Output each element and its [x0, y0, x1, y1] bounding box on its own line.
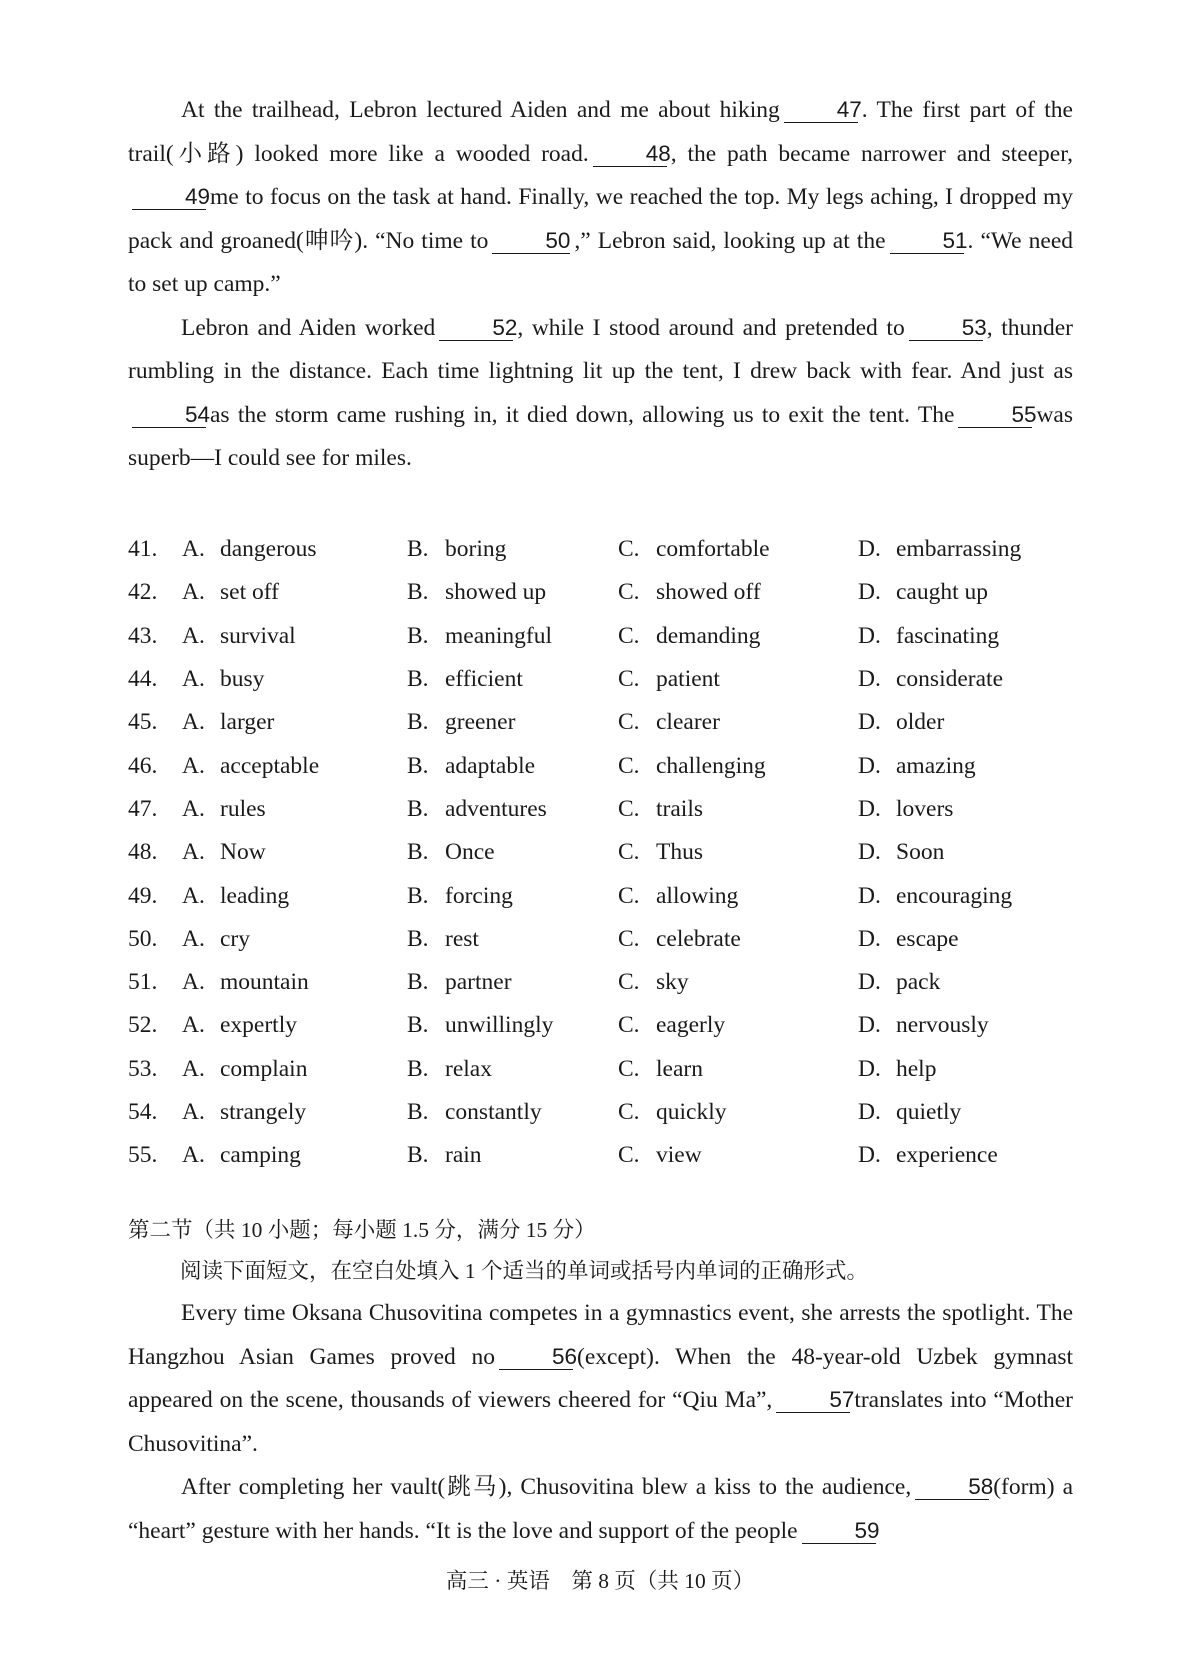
option-c: C. sky	[618, 969, 689, 996]
passage-text: , the path became narrower and steeper,	[670, 140, 1073, 167]
question-number: 54.	[128, 1099, 158, 1125]
option-c: C. celebrate	[618, 925, 741, 952]
passage-text: At the trailhead, Lebron lectured Aiden and me about hiking	[181, 97, 780, 123]
question-number: 55.	[128, 1142, 158, 1169]
option-b: B. greener	[407, 709, 516, 736]
blank-55: 55	[958, 402, 1032, 428]
option-d: D. lovers	[858, 795, 954, 822]
question-number: 50.	[128, 925, 158, 952]
passage-text: , thunder rumbling in the distance. Each time lightning lit up the tent, I drew back with fear. And just as	[128, 314, 1073, 384]
option-b: B. forcing	[407, 882, 513, 909]
blank-50: 50	[492, 228, 570, 254]
option-a: A. expertly	[182, 1012, 297, 1039]
option-row	[128, 918, 1073, 961]
option-b: B. rest	[407, 925, 479, 952]
passage-text: After completing her vault(跳马), Chusovitina blew a kiss to the audience,	[181, 1474, 912, 1500]
option-b: B. adaptable	[407, 752, 536, 779]
options-list	[128, 528, 1073, 1177]
question-number: 46.	[128, 752, 158, 779]
option-d: D. escape	[858, 925, 959, 952]
passage-two-paragraph-2	[128, 1466, 1073, 1553]
option-c: C. learn	[618, 1055, 703, 1082]
option-row	[128, 744, 1073, 787]
question-number: 48.	[128, 839, 158, 866]
passage-two	[128, 1292, 1073, 1553]
option-row	[128, 658, 1073, 701]
option-d: D. Soon	[858, 839, 945, 866]
option-a: A. complain	[182, 1055, 308, 1082]
option-b: B. adventures	[407, 795, 547, 822]
question-number: 47.	[128, 795, 158, 822]
blank-49: 49	[132, 184, 206, 210]
option-a: A. set off	[182, 579, 279, 606]
option-c: C. trails	[618, 795, 703, 822]
question-number: 43.	[128, 622, 158, 649]
option-b: B. Once	[407, 839, 495, 866]
option-c: C. clearer	[618, 709, 720, 736]
option-c: C. challenging	[618, 752, 766, 779]
passage-text: was superb—I could see for miles.	[128, 401, 1073, 471]
option-a: A. rules	[182, 795, 266, 822]
blank-52: 52	[439, 315, 513, 341]
option-d: D. quietly	[858, 1099, 962, 1125]
option-c: C. allowing	[618, 882, 739, 909]
passage-one	[128, 89, 1073, 481]
option-a: A. larger	[182, 709, 275, 736]
passage-one-paragraph-1	[128, 89, 1073, 307]
option-d: D. encouraging	[858, 882, 1013, 909]
option-c: C. patient	[618, 666, 720, 693]
option-a: A. busy	[182, 666, 265, 693]
option-a: A. camping	[182, 1142, 301, 1169]
option-row	[128, 1004, 1073, 1047]
option-a: A. cry	[182, 925, 251, 952]
page-footer: 高三 · 英语 第 8 页（共 10 页）	[445, 1569, 755, 1593]
passage-text: ,” Lebron said, looking up at the	[574, 227, 886, 254]
section-heading: 第二节（共 10 小题；每小题 1.5 分，满分 15 分）	[128, 1218, 596, 1242]
option-a: A. leading	[182, 882, 290, 909]
option-b: B. relax	[407, 1055, 492, 1082]
option-d: D. considerate	[858, 666, 1004, 693]
option-a: A. dangerous	[182, 536, 317, 563]
option-row	[128, 1134, 1073, 1177]
blank-53: 53	[909, 315, 983, 341]
question-number: 44.	[128, 666, 158, 693]
option-a: A. acceptable	[182, 752, 320, 779]
option-row	[128, 831, 1073, 874]
option-a: A. survival	[182, 622, 296, 649]
passage-text: . The first part of the trail(小路) looked more like a wooded road.	[128, 97, 1073, 167]
blank-58: 58	[915, 1474, 989, 1500]
option-d: D. caught up	[858, 579, 989, 606]
option-row	[128, 615, 1073, 658]
option-c: C. comfortable	[618, 536, 770, 563]
option-row	[128, 528, 1073, 571]
option-row	[128, 1048, 1073, 1091]
option-d: D. experience	[858, 1142, 998, 1169]
passage-text: Lebron and Aiden worked	[181, 314, 436, 341]
passage-text: me to focus on the task at hand. Finally, we reached the top. My legs aching, I dropped my pack and groaned(呻吟). “No time to	[128, 184, 1073, 254]
option-c: C. quickly	[618, 1099, 727, 1125]
option-b: B. unwillingly	[407, 1012, 554, 1039]
blank-47: 47	[784, 97, 858, 123]
section-instruction: 阅读下面短文，在空白处填入 1 个适当的单词或括号内单词的正确形式。	[180, 1259, 869, 1283]
passage-text: as the storm came rushing in, it died down, allowing us to exit the tent. The	[210, 401, 955, 428]
option-d: D. fascinating	[858, 622, 1000, 649]
passage-text: . “We need to set up camp.”	[128, 227, 1074, 297]
option-row	[128, 788, 1073, 831]
passage-text: , while I stood around and pretended to	[517, 314, 905, 341]
question-number: 42.	[128, 579, 158, 606]
question-number: 45.	[128, 709, 158, 736]
option-c: C. Thus	[618, 839, 703, 866]
option-b: B. meaningful	[407, 622, 553, 649]
question-number: 52.	[128, 1012, 158, 1039]
option-row	[128, 874, 1073, 917]
option-c: C. view	[618, 1142, 702, 1169]
passage-text: translates into “Mother Chusovitina”.	[128, 1387, 1073, 1457]
option-b: B. rain	[407, 1142, 482, 1169]
passage-text: (form) a “heart” gesture with her hands. “It is the love and support of the people	[128, 1474, 1073, 1544]
option-c: C. showed off	[618, 579, 761, 606]
blank-56: 56	[499, 1344, 573, 1370]
blank-54: 54	[132, 402, 206, 428]
blank-48: 48	[593, 141, 667, 167]
option-row	[128, 1091, 1073, 1134]
question-number: 51.	[128, 969, 158, 996]
passage-text: Every time Oksana Chusovitina competes in a gymnastics event, she arrests the spotlight. The Hangzhou Asian Games proved no	[128, 1300, 1073, 1370]
option-b: B. efficient	[407, 666, 523, 693]
option-b: B. constantly	[407, 1099, 542, 1125]
question-number: 53.	[128, 1055, 158, 1082]
question-number: 49.	[128, 882, 158, 909]
option-a: A. Now	[182, 839, 266, 866]
option-row	[128, 961, 1073, 1004]
blank-59: 59	[802, 1518, 876, 1544]
blank-51: 51	[890, 228, 964, 254]
blank-57: 57	[776, 1387, 850, 1413]
option-b: B. boring	[407, 536, 507, 563]
option-d: D. help	[858, 1055, 937, 1082]
option-d: D. nervously	[858, 1012, 989, 1039]
option-c: C. eagerly	[618, 1012, 726, 1039]
option-b: B. showed up	[407, 579, 547, 606]
option-d: D. amazing	[858, 752, 976, 779]
option-a: A. strangely	[182, 1099, 307, 1125]
option-b: B. partner	[407, 969, 512, 996]
option-d: D. embarrassing	[858, 536, 1022, 563]
option-d: D. pack	[858, 969, 941, 996]
option-row	[128, 571, 1073, 614]
question-number: 41.	[128, 536, 158, 563]
passage-text: (except). When the 48-year-old Uzbek gymnast appeared on the scene, thousands of viewers cheered for “Qiu Ma”,	[128, 1343, 1074, 1413]
option-a: A. mountain	[182, 969, 309, 996]
passage-two-paragraph-1	[128, 1292, 1073, 1466]
passage-one-paragraph-2	[128, 307, 1073, 481]
option-c: C. demanding	[618, 622, 761, 649]
option-d: D. older	[858, 709, 945, 736]
option-row	[128, 701, 1073, 744]
